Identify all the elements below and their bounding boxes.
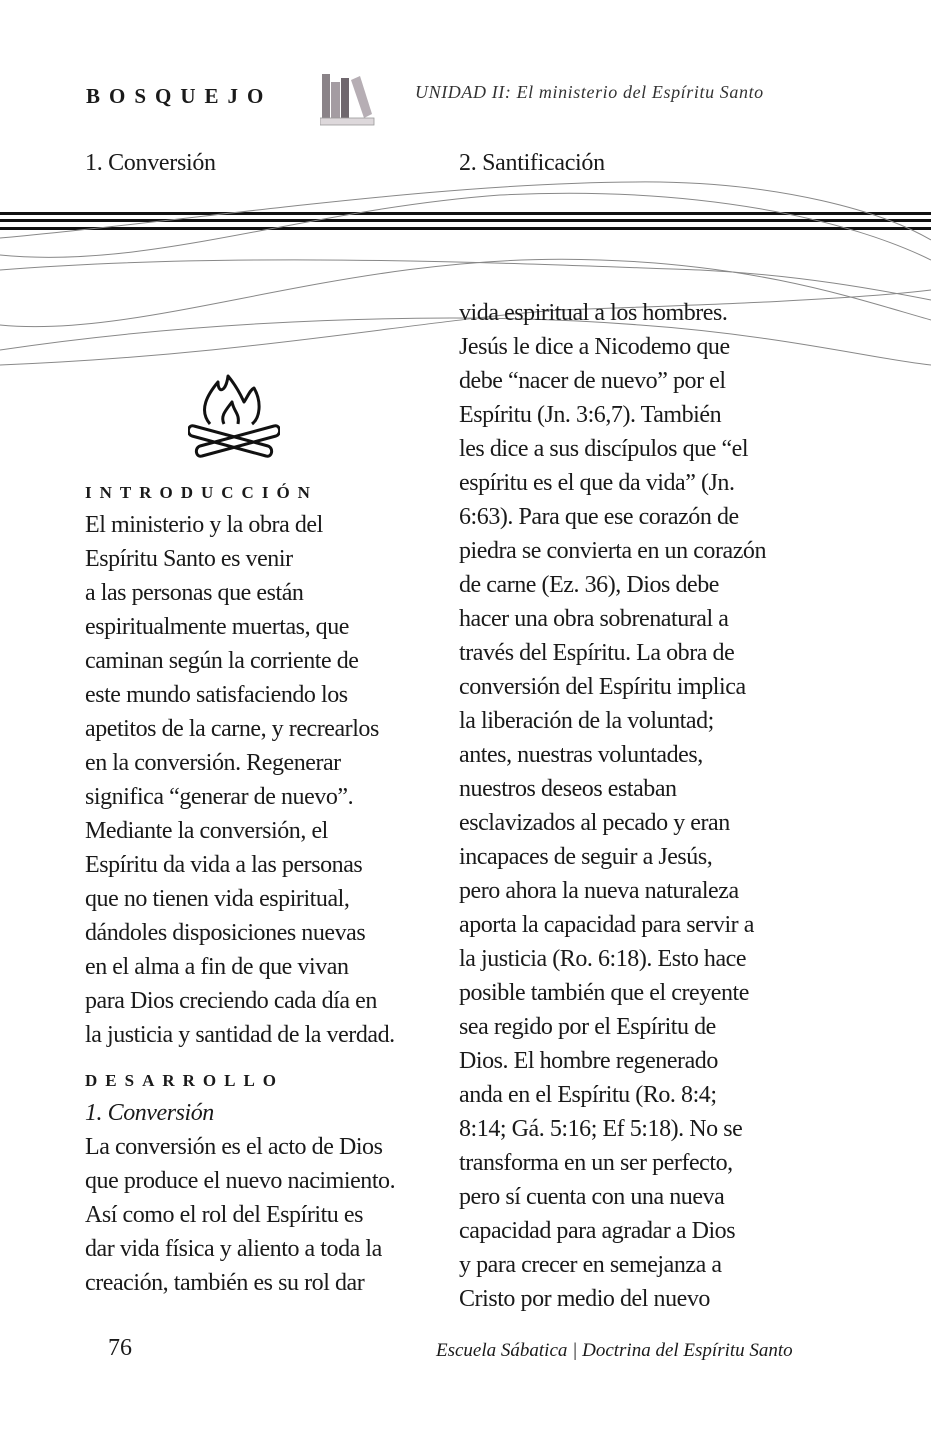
development-label: DESARROLLO bbox=[85, 1071, 285, 1090]
right-line: piedra se convierta en un corazón bbox=[459, 538, 766, 564]
right-line: Jesús le dice a Nicodemo que bbox=[459, 334, 730, 360]
right-line: les dice a sus discípulos que “el bbox=[459, 436, 749, 462]
right-line: esclavizados al pecado y eran bbox=[459, 810, 730, 836]
right-line: transforma en un ser perfecto, bbox=[459, 1150, 733, 1176]
right-line: antes, nuestras voluntades, bbox=[459, 742, 703, 768]
intro-label: INTRODUCCIÓN bbox=[85, 483, 318, 502]
intro-line: Espíritu da vida a las personas bbox=[85, 852, 363, 878]
right-column bbox=[459, 296, 766, 1316]
unit-title: UNIDAD II: El ministerio del Espíritu Santo bbox=[415, 82, 764, 102]
intro-line: a las personas que están bbox=[85, 580, 304, 606]
right-line: Dios. El hombre regenerado bbox=[459, 1048, 718, 1074]
intro-line: en el alma a fin de que vivan bbox=[85, 954, 349, 980]
right-line: pero sí cuenta con una nueva bbox=[459, 1184, 725, 1210]
right-line: pero ahora la nueva naturaleza bbox=[459, 878, 739, 904]
dev-line: La conversión es el acto de Dios bbox=[85, 1134, 383, 1160]
right-line: nuestros deseos estaban bbox=[459, 776, 677, 802]
right-line: vida espiritual a los hombres. bbox=[459, 300, 728, 326]
intro-line: en la conversión. Regenerar bbox=[85, 750, 341, 776]
dev-line: Así como el rol del Espíritu es bbox=[85, 1202, 363, 1228]
intro-line: Mediante la conversión, el bbox=[85, 818, 328, 844]
right-line: hacer una obra sobrenatural a bbox=[459, 606, 729, 632]
right-line: conversión del Espíritu implica bbox=[459, 674, 746, 700]
intro-line: apetitos de la carne, y recrearlos bbox=[85, 716, 379, 742]
campfire-icon bbox=[188, 372, 280, 462]
right-line: y para crecer en semejanza a bbox=[459, 1252, 722, 1278]
right-line: debe “nacer de nuevo” por el bbox=[459, 368, 726, 394]
page-number: 76 bbox=[108, 1335, 132, 1361]
right-line: de carne (Ez. 36), Dios debe bbox=[459, 572, 719, 598]
right-line: aporta la capacidad para servir a bbox=[459, 912, 754, 938]
right-line: posible también que el creyente bbox=[459, 980, 749, 1006]
topic-2: 2. Santificación bbox=[459, 150, 605, 176]
right-line: sea regido por el Espíritu de bbox=[459, 1014, 716, 1040]
dev-line: creación, también es su rol dar bbox=[85, 1270, 365, 1296]
right-line: anda en el Espíritu (Ro. 8:4; bbox=[459, 1082, 717, 1108]
right-line: 6:63). Para que ese corazón de bbox=[459, 504, 739, 530]
right-line: capacidad para agradar a Dios bbox=[459, 1218, 736, 1244]
section-title: BOSQUEJO bbox=[86, 84, 273, 108]
topic-1: 1. Conversión bbox=[85, 150, 216, 176]
intro-line: dándoles disposiciones nuevas bbox=[85, 920, 366, 946]
right-line: la justicia (Ro. 6:18). Esto hace bbox=[459, 946, 747, 972]
dev-line: dar vida física y aliento a toda la bbox=[85, 1236, 382, 1262]
dev-line: que produce el nuevo nacimiento. bbox=[85, 1168, 396, 1194]
right-line: la liberación de la voluntad; bbox=[459, 708, 714, 734]
right-line: través del Espíritu. La obra de bbox=[459, 640, 735, 666]
intro-line: la justicia y santidad de la verdad. bbox=[85, 1022, 395, 1048]
development-subtitle: 1. Conversión bbox=[85, 1100, 214, 1126]
intro-line: El ministerio y la obra del bbox=[85, 512, 323, 538]
right-line: Espíritu (Jn. 3:6,7). También bbox=[459, 402, 722, 428]
books-icon bbox=[320, 72, 376, 126]
intro-line: significa “generar de nuevo”. bbox=[85, 784, 354, 810]
intro-line: espiritualmente muertas, que bbox=[85, 614, 349, 640]
intro-line: para Dios creciendo cada día en bbox=[85, 988, 377, 1014]
intro-line: este mundo satisfaciendo los bbox=[85, 682, 348, 708]
intro-line: que no tienen vida espiritual, bbox=[85, 886, 350, 912]
intro-line: caminan según la corriente de bbox=[85, 648, 359, 674]
right-line: incapaces de seguir a Jesús, bbox=[459, 844, 713, 870]
footer-title: Escuela Sábatica | Doctrina del Espíritu Santo bbox=[436, 1340, 793, 1361]
intro-line: Espíritu Santo es venir bbox=[85, 546, 293, 572]
right-line: espíritu es el que da vida” (Jn. bbox=[459, 470, 735, 496]
right-line: 8:14; Gá. 5:16; Ef 5:18). No se bbox=[459, 1116, 743, 1142]
right-line: Cristo por medio del nuevo bbox=[459, 1286, 710, 1312]
